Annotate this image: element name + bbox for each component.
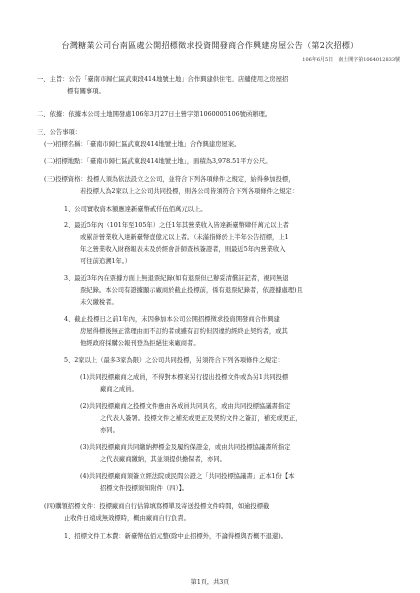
text-line: (4)共同投標廠商須簽立經法院或民間公證之「共同投標協議書」正本1份【本 <box>80 473 295 480</box>
text-line: 亦同。 <box>100 427 119 434</box>
text-line: 廠商之成員。 <box>100 386 138 393</box>
text-line: 他經政府採購公報刊登為拒絕往來廠商者。 <box>80 340 200 347</box>
document-title: 台灣糖業公司台南區處公開招標徵求投資開發商合作興建房屋公告（第2次招標） <box>61 41 359 50</box>
text-line: 二、依據：依據本公司土地開發處106年3月27日土營字第1060005106號函辦理。 <box>37 111 272 118</box>
text-line: (2)共同投標廠商之投標文件應由各成員共同具名，或由共同投標協議書指定 <box>80 403 291 410</box>
page-number: 第1頁，共3頁 <box>190 579 230 586</box>
text-line: (一)招標名稱：「臺南市歸仁區武東段414地號土地」合作興建房屋案。 <box>44 141 241 148</box>
text-line: (3)共同投標廠商共同繳納押標金及履約保證金，或由共同投標協議書所指定 <box>80 444 291 451</box>
text-line: 招標文件投標須知附件（四）】。 <box>100 485 189 492</box>
text-line: 之代表廠商繳納，其並須提供擔保者，亦同。 <box>100 456 226 463</box>
text-line: 房屋得標後無正當理由而不訂約者或雖有訂約但因違約經終止契約者，或其 <box>80 328 288 335</box>
text-line: (四)購領招標文件：投標廠商自行估算填寫標單及寄送投標文件時間，如逾投標截 <box>44 503 270 510</box>
text-line: 5、2家以上（最多3家為限）之公司共同投標，另須符合下列各項條件之規定： <box>64 357 284 364</box>
text-line: 未欠繳稅者。 <box>80 299 118 306</box>
text-line: 標有關事項。 <box>67 88 105 95</box>
text-line: 之代表人簽署。投標文件之補充或更正及契約文件之簽訂，補充或更正， <box>100 415 302 422</box>
text-line: 2、最近5年內（101年至105年）之任1年其營業收入皆達新臺幣肆仟萬元以上者 <box>64 222 289 229</box>
text-line: 一、主旨：公告「臺南市歸仁區武東段414地號土地」合作興建供住宅、店舖使用之房屋招 <box>37 76 289 83</box>
text-line: 4、截止投標日之前1年內，未因參加本公司公開招標徵求投資開發商合作興建 <box>64 316 280 323</box>
text-line: (二)招標地點：「臺南市歸仁區武東段414地號土地」，面積為3,978.51平方公尺。 <box>44 158 272 165</box>
text-line: 三、公告事項： <box>37 129 82 136</box>
text-line: 1、公司實收資本額應達新臺幣貳仟伍佰萬元以上。 <box>64 206 207 213</box>
text-line: 可往前追溯1年。） <box>80 258 132 265</box>
text-line: 或累計營業收入達新臺幣壹億元以上者。（未滿指條於上半年公告招標，上1 <box>80 234 289 241</box>
document-reference: 106年6月5日 南土開字第1064012833號 <box>302 57 400 63</box>
text-line: (1)共同投標廠商之成員，不得對本標案另行提出投標文件或為另1共同投標 <box>80 374 289 381</box>
text-line: 若投標人為2家以上之公司共同投標，則各公司皆須符合下列各項條件之規定： <box>80 188 299 195</box>
text-line: 止收件日遠成無效標時，概由廠商自行負責。 <box>64 515 190 522</box>
text-line: 3、最近3年內在票據方面上無退票紀錄(如有退票但已辦妥清償註記者，視同無退 <box>64 275 289 282</box>
text-line: 1、招標文件工本費：新臺幣伍佰元整(除中止招標外，不論得標與否概不退還)。 <box>64 533 288 540</box>
text-line: 年之營業收入財務報表未及於經會計師查核簽證者，則最近5年內營業收入 <box>80 246 286 253</box>
text-line: (三)投標資格：投標人須為依法設立之公司，並符合下列各項條件之規定，始得參加投標， <box>44 176 295 183</box>
text-line: 票紀錄。本公司有證據顯示廠商於截止投標前，係有退票紀錄者，依證據處理)且 <box>80 287 303 294</box>
